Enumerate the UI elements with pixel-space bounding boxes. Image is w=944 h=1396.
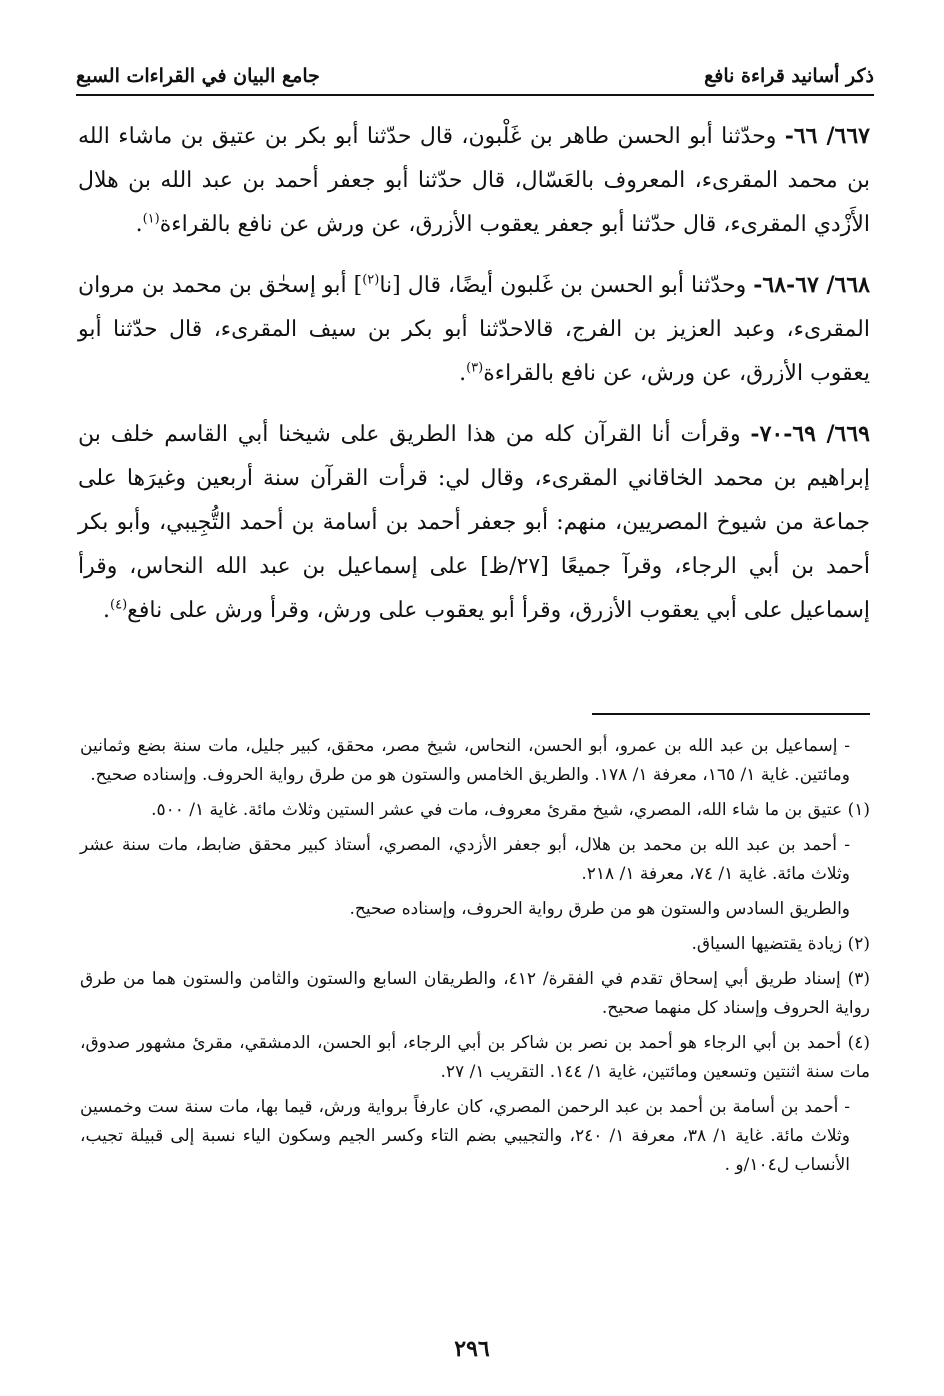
page-number: ٢٩٦: [454, 1336, 490, 1362]
paragraph-end: .: [103, 598, 111, 623]
footnote: (٢) زيادة يقتضيها السياق.: [691, 934, 870, 954]
paragraph-text: وقرأت أنا القرآن كله من هذا الطريق على شيخنا أبي القاسم خلف بن إبراهيم بن محمد الخاقاني المقرىء، وقال لي: قرأت القرآن سنة أربعين وغيرَها على جماعة من شيوخ المصريين، منهم: أبو جعفر أحمد بن أسامة بن أحمد التُّجِيبي، وأبو بكر أحمد بن أبي الرجاء، وقرآ جميعًا [٢٧/ظ] على إسماعيل بن عبد الله النحاس، وقرأ إسماعيل على أبي يعقوب الأزرق، وقرأ أبو يعقوب على ورش، وقرأ ورش على نافع: [78, 422, 870, 623]
footnote: (٣) إسناد طريق أبي إسحاق تقدم في الفقرة/ ٤١٢، والطريقان السابع والستون والثامن والستون هما من طرق رواية الحروف وإسناد كل منهما صحيح.: [80, 969, 870, 1018]
paragraph-text: وحدّثنا أبو الحسن بن غَلبون أيضًا، قال [نا: [379, 273, 754, 298]
footnote: (١) عتيق بن ما شاء الله، المصري، شيخ مقرئ معروف، مات في عشر الستين وثلاث مائة. غاية ١/ ٥٠٠.: [151, 800, 870, 820]
paragraph-number: ٦٦٧/ ٦٦-: [784, 123, 870, 149]
paragraph-text: وحدّثنا أبو الحسن طاهر بن غَلْبون، قال حدّثنا أبو بكر بن عتيق بن ماشاء الله بن محمد المقرىء، المعروف بالعَسّال، قال حدّثنا أبو جعفر أحمد بن عبد الله بن هلال الأَزْدي المقرىء، قال حدّثنا أبو جعفر يعقوب الأزرق، عن ورش عن نافع بالقراءة: [78, 124, 870, 237]
footnote: (٤) أحمد بن أبي الرجاء هو أحمد بن نصر بن شاكر بن أبي الرجاء، أبو الحسن، الدمشقي، مقرئ مشهور صدوق، مات سنة اثنتين وتسعين ومائتين، غاية ١/ ١٤٤. التقريب ١/ ٢٧.: [80, 1033, 870, 1082]
paragraph-end: .: [459, 361, 467, 386]
paragraph-667: [78, 114, 870, 247]
footnote: - أحمد بن أسامة بن أحمد بن عبد الرحمن المصري، كان عارفاً برواية ورش، قيما بها، مات سنة ست وخمسين وثلاث مائة. غاية ١/ ٣٨، معرفة ١/ ٢٤٠، والتجيبي بضم التاء وكسر الجيم وسكون الياء نسبة إلى قبيلة تجيب، الأنساب ل١٠٤/و .: [80, 1097, 850, 1175]
main-text: [78, 114, 870, 649]
footnote-ref: (٤): [110, 597, 128, 613]
footnote-ref: (١): [142, 211, 160, 227]
paragraph-668: [78, 263, 870, 396]
paragraph-number: ٦٦٨/ ٦٧-٦٨-: [753, 272, 870, 298]
footnote-ref: (٢): [362, 272, 380, 288]
footnote: - أحمد بن عبد الله بن محمد بن هلال، أبو جعفر الأزدي، المصري، أستاذ كبير محقق ضابط، مات سنة عشر وثلاث مائة. غاية ١/ ٧٤، معرفة ١/ ٢١٨.: [80, 835, 850, 884]
footnote-separator: [592, 713, 870, 715]
running-header: [76, 58, 874, 96]
paragraph-number: ٦٦٩/ ٦٩-٧٠-: [750, 421, 870, 447]
paragraph-end: .: [135, 212, 143, 237]
footnote-ref: (٣): [466, 360, 484, 376]
header-book-title: جامع البيان في القراءات السبع: [76, 65, 320, 87]
footnote: - إسماعيل بن عبد الله بن عمرو، أبو الحسن، النحاس، شيخ مصر، محقق، كبير جليل، مات سنة بضع وثمانين ومائتين. غاية ١/ ١٦٥، معرفة ١/ ١٧٨. والطريق الخامس والستون هو من طرق رواية الحروف. وإسناده صحيح.: [80, 736, 850, 785]
footnote: والطريق السادس والستون هو من طرق رواية الحروف، وإسناده صحيح.: [349, 899, 850, 919]
paragraph-669: [78, 412, 870, 633]
footnotes: [80, 732, 870, 1186]
header-chapter-title: ذكر أسانيد قراءة نافع: [704, 65, 874, 87]
paragraph-text-continued: ] أبو إسحٰق بن محمد بن مروان المقرىء، وعبد العزيز بن الفرج، قالاحدّثنا أبو بكر بن سيف المقرىء، قال حدّثنا أبو يعقوب الأزرق، عن ورش، عن نافع بالقراءة: [78, 273, 870, 386]
